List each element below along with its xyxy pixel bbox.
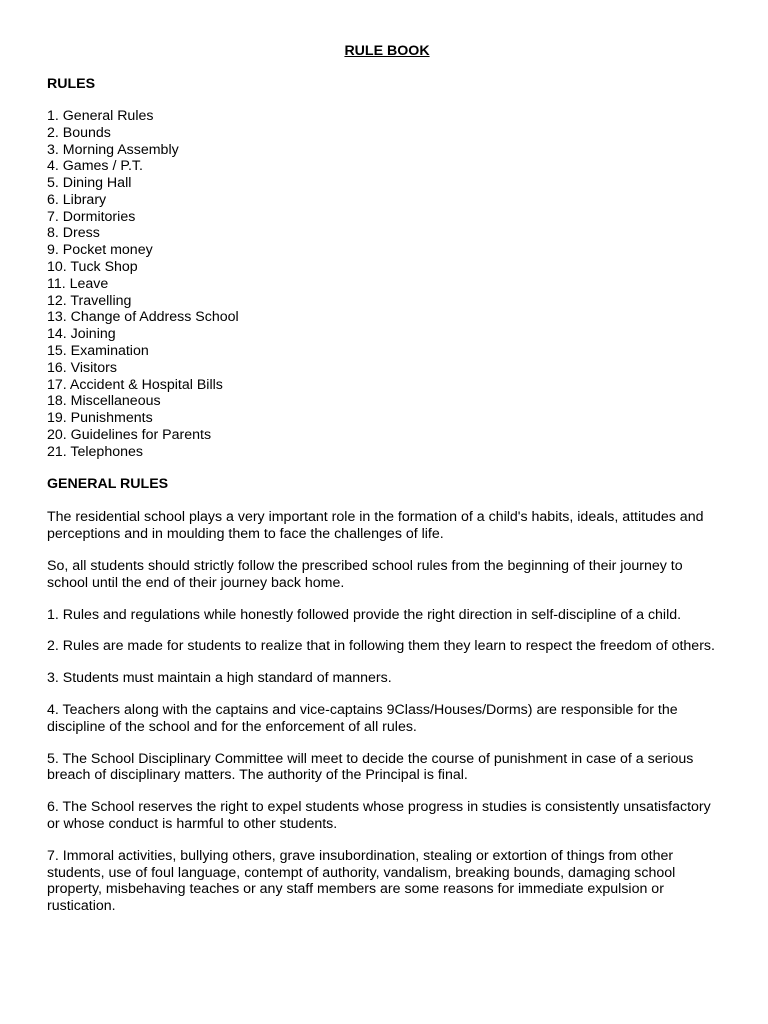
- intro-paragraph: The residential school plays a very important role in the formation of a child's habits, ideals, attitudes and perceptions and in moulding them to face the challenges of life.: [47, 509, 704, 543]
- list-item: 6. Library: [47, 191, 107, 208]
- list-item: 1. General Rules: [47, 108, 154, 124]
- list-item: 2. Bounds: [47, 124, 111, 141]
- list-item: 13. Change of Address School: [47, 309, 239, 326]
- rule-paragraph: 4. Teachers along with the captains and vice-captains 9Class/Houses/Dorms) are responsible for the discipline of the school and for the enforcement of all rules.: [47, 701, 678, 735]
- rules-heading: RULES: [47, 76, 96, 92]
- rule-paragraph: 2. Rules are made for students to realize that in following them they learn to respect the freedom of others.: [47, 638, 715, 655]
- list-item: 9. Pocket money: [47, 242, 153, 259]
- list-item: 4. Games / P.T.: [47, 158, 143, 175]
- list-item: 19. Punishments: [47, 410, 153, 427]
- rule-paragraph: 3. Students must maintain a high standard of manners.: [47, 670, 392, 687]
- list-item: 8. Dress: [47, 225, 100, 242]
- document-page: [47, 42, 727, 915]
- intro-paragraph: So, all students should strictly follow the prescribed school rules from the beginning of their journey to school until the end of their journey back home.: [47, 558, 683, 591]
- list-item: 3. Morning Assembly: [47, 141, 179, 158]
- list-item: 12. Travelling: [47, 292, 132, 309]
- list-item: 7. Dormitories: [47, 208, 136, 225]
- list-item: 20. Guidelines for Parents: [47, 426, 212, 443]
- list-item: 5. Dining Hall: [47, 175, 132, 192]
- list-item: 14. Joining: [47, 326, 116, 343]
- list-item: 16. Visitors: [47, 359, 117, 376]
- list-item: 15. Examination: [47, 342, 149, 359]
- list-item: 10. Tuck Shop: [47, 259, 138, 276]
- list-item: 11. Leave: [47, 275, 109, 292]
- general-rules-heading: GENERAL RULES: [47, 476, 169, 493]
- rules-index-list: [47, 108, 727, 460]
- document-title: RULE BOOK: [344, 43, 430, 59]
- rule-paragraph: 5. The School Disciplinary Committee will meet to decide the course of punishment in case of a serious breach of disciplinary matters. The authority of the Principal is final.: [47, 750, 694, 784]
- list-item: 21. Telephones: [47, 443, 143, 460]
- rule-paragraph: 6. The School reserves the right to expel students whose progress in studies is consistently unsatisfactory or whose conduct is harmful to other students.: [47, 799, 711, 832]
- list-item: 18. Miscellaneous: [47, 393, 161, 410]
- rule-paragraph: 7. Immoral activities, bullying others, grave insubordination, stealing or extortion of things from other students, use of foul language, contempt of authority, vandalism, breaking bounds, damaging school property, misbehaving teaches or any staff members are some reasons for immediate expulsion or rustication.: [47, 847, 676, 915]
- list-item: 17. Accident & Hospital Bills: [47, 376, 223, 393]
- rule-paragraph: 1. Rules and regulations while honestly followed provide the right direction in self-discipline of a child.: [47, 606, 682, 623]
